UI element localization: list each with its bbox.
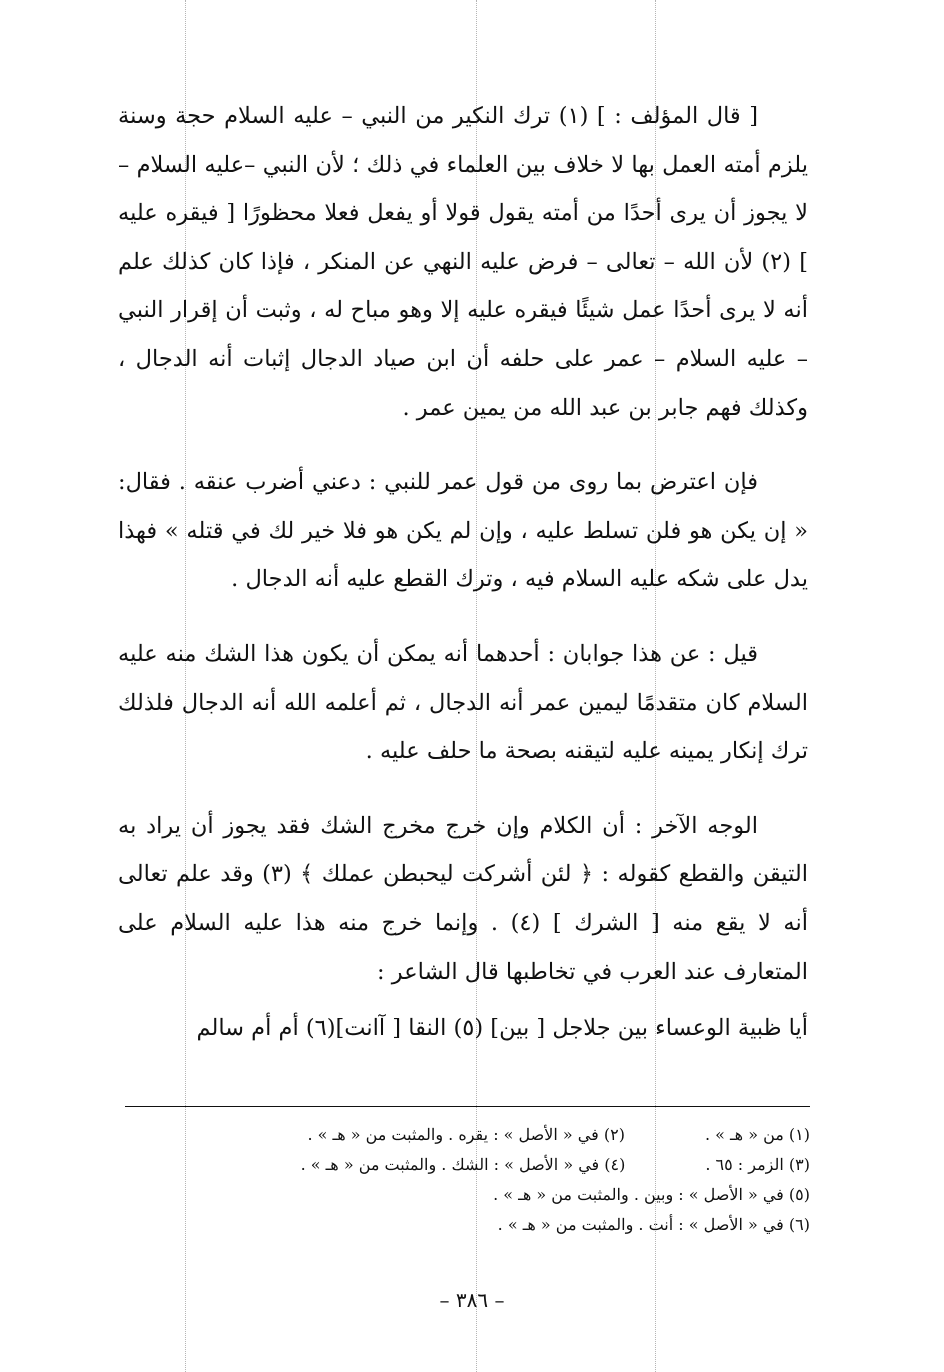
footnotes (120, 1120, 810, 1240)
footnote-5: (٥) في « الأصل » : وبين . والمثبت من « هـ » . (493, 1185, 810, 1204)
main-text (118, 92, 808, 1052)
footnote-row (120, 1150, 810, 1180)
footnote-1: (١) من « هـ » . (704, 1125, 810, 1144)
poetry-verse: أيا ظبية الوعساء بين جلاجل [ بين] (٥) النقا [ آانت](٦) أم أم سالم (196, 1015, 808, 1042)
footnote-4: (٤) في « الأصل » : الشك . والمثبت من « هـ » . (300, 1155, 626, 1174)
paragraph-4: الوجه الآخر : أن الكلام وإن خرج مخرج الشك فقد يجوز أن يراد به التيقن والقطع كقوله : ﴿ لئن أشركت ليحبطن عملك ﴾ (٣) وقد علم تعالى أنه لا يقع منه [ الشرك ] (٤) . وإنما خرج منه هذا عليه السلام على المتعارف عند العرب في تخاطبها قال الشاعر : (118, 812, 808, 985)
paragraph-3: قيل : عن هذا جوابان : أحدهما أنه يمكن أن يكون هذا الشك منه عليه السلام كان متقدمًا ليمين عمر أنه الدجال ، ثم أعلمه الله أنه الدجال فلذلك ترك إنكار يمينه عليه لتيقنه بصحة ما حلف عليه . (118, 640, 808, 765)
footnote-6: (٦) في « الأصل » : أنت . والمثبت من « هـ » . (497, 1215, 810, 1234)
page-number: – ٣٨٦ – (439, 1288, 505, 1312)
footnote-row (120, 1210, 810, 1240)
footnote-2: (٢) في « الأصل » : يقره . والمثبت من « هـ » . (307, 1125, 625, 1144)
paragraph-1: [ قال المؤلف : ] (١) ترك النكير من النبي – عليه السلام حجة وسنة يلزم أمته العمل بها لا خلاف بين العلماء في ذلك ؛ لأن النبي –عليه السلام – لا يجوز أن يرى أحدًا من أمته يقول قولا أو يفعل فعلا محظورًا [ فيقره عليه ] (٢) لأن الله – تعالى – فرض عليه النهي عن المنكر ، فإذا كان كذلك علم أنه لا يرى أحدًا عمل شيئًا فيقره عليه إلا وهو مباح له ، وثبت أن إقرار النبي – عليه السلام – عمر على حلفه أن ابن صياد الدجال إثبات أنه الدجال ، وكذلك فهم جابر بن عبد الله من يمين عمر . (118, 103, 808, 421)
paragraph-2: فإن اعترض بما روى من قول عمر للنبي : دعني أضرب عنقه . فقال: « إن يكن هو فلن تسلط عليه ، وإن لم يكن هو فلا خير لك في قتله » فهذا يدل على شكه عليه السلام فيه ، وترك القطع عليه أنه الدجال . (118, 469, 808, 593)
footnote-3: (٣) الزمر : ٦٥ . (705, 1155, 810, 1174)
footnote-row (120, 1180, 810, 1210)
footnote-row (120, 1120, 810, 1150)
footnote-separator (125, 1106, 810, 1107)
